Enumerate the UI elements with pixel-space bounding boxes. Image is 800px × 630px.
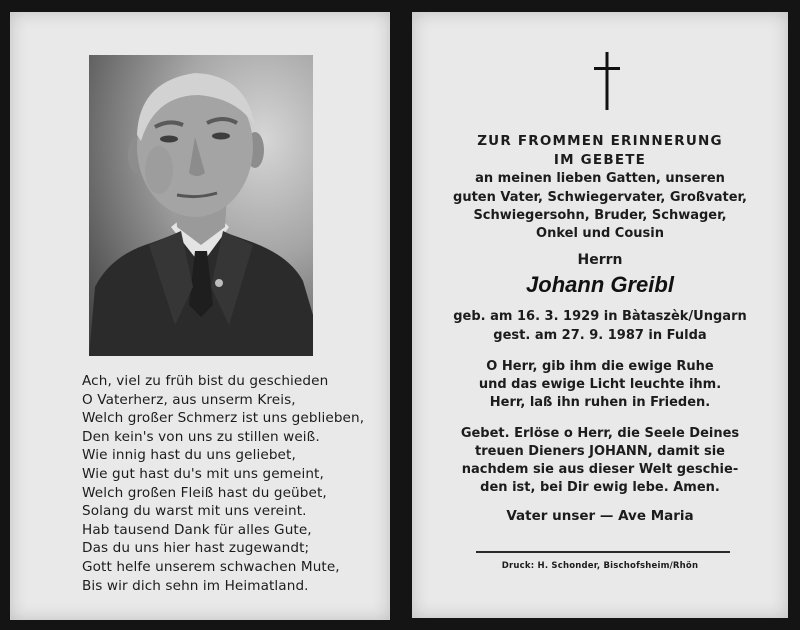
gebet-line: nachdem sie aus dieser Welt geschie-: [461, 462, 739, 477]
gebet-line: treuen Dieners JOHANN, damit sie: [475, 444, 725, 459]
prayer-line: O Herr, gib ihm die ewige Ruhe: [486, 359, 714, 374]
poem-line: Ach, viel zu früh bist du geschieden: [82, 373, 329, 389]
closing-prayers: Vater unser — Ave Maria: [506, 508, 694, 524]
poem-line: Bis wir dich sehn im Heimatland.: [82, 577, 309, 594]
poem-line: Den kein's von uns zu stillen weiß.: [82, 428, 320, 445]
dedication-line: guten Vater, Schwiegervater, Großvater,: [453, 190, 747, 205]
portrait-figure: [89, 55, 313, 356]
poem-line: O Vaterherz, aus unserm Kreis,: [82, 391, 296, 408]
poem-line: Das du uns hier hast zugewandt;: [82, 540, 310, 557]
poem-line: Gott helfe unserem schwachen Mute,: [82, 558, 340, 575]
memorial-poem: [82, 372, 382, 595]
poem-line: Wie gut hast du's mit uns gemeint,: [82, 465, 324, 482]
deceased-name: Johann Greibl: [526, 272, 674, 297]
poem-line: Solang du warst mit uns vereint.: [82, 503, 307, 520]
dedication-line: Schwiegersohn, Bruder, Schwager,: [473, 208, 727, 223]
prayer-line: Herr, laß ihn ruhen in Frieden.: [489, 395, 711, 410]
divider-line: [476, 551, 730, 553]
poem-line: Welch großen Fleiß hast du geübet,: [82, 484, 327, 501]
death-date: gest. am 27. 9. 1987 in Fulda: [493, 328, 707, 343]
poem-line: Welch großer Schmerz ist uns geblieben,: [82, 410, 365, 427]
gebet-line: den ist, bei Dir ewig lebe. Amen.: [480, 480, 720, 495]
dedication-line: Onkel und Cousin: [536, 226, 664, 241]
dedication-line: an meinen lieben Gatten, unseren: [475, 171, 725, 186]
heading-prayer: IM GEBETE: [553, 152, 647, 168]
heading-remembrance: ZUR FROMMEN ERINNERUNG: [477, 133, 723, 149]
portrait-photo: [89, 55, 313, 356]
right-card-panel: [412, 12, 788, 618]
cross-icon: [594, 52, 620, 110]
prayer-line: und das ewige Licht leuchte ihm.: [478, 377, 722, 392]
poem-line: Wie innig hast du uns geliebet,: [82, 447, 296, 464]
salutation: Herrn: [577, 252, 623, 268]
printer-credit: Druck: H. Schonder, Bischofsheim/Rhön: [501, 561, 699, 571]
poem-line: Hab tausend Dank für alles Gute,: [82, 521, 312, 538]
birth-date: geb. am 16. 3. 1929 in Bàtaszèk/Ungarn: [453, 309, 747, 324]
left-card-panel: [10, 12, 390, 620]
gebet-line: Gebet. Erlöse o Herr, die Seele Deines: [460, 426, 740, 441]
